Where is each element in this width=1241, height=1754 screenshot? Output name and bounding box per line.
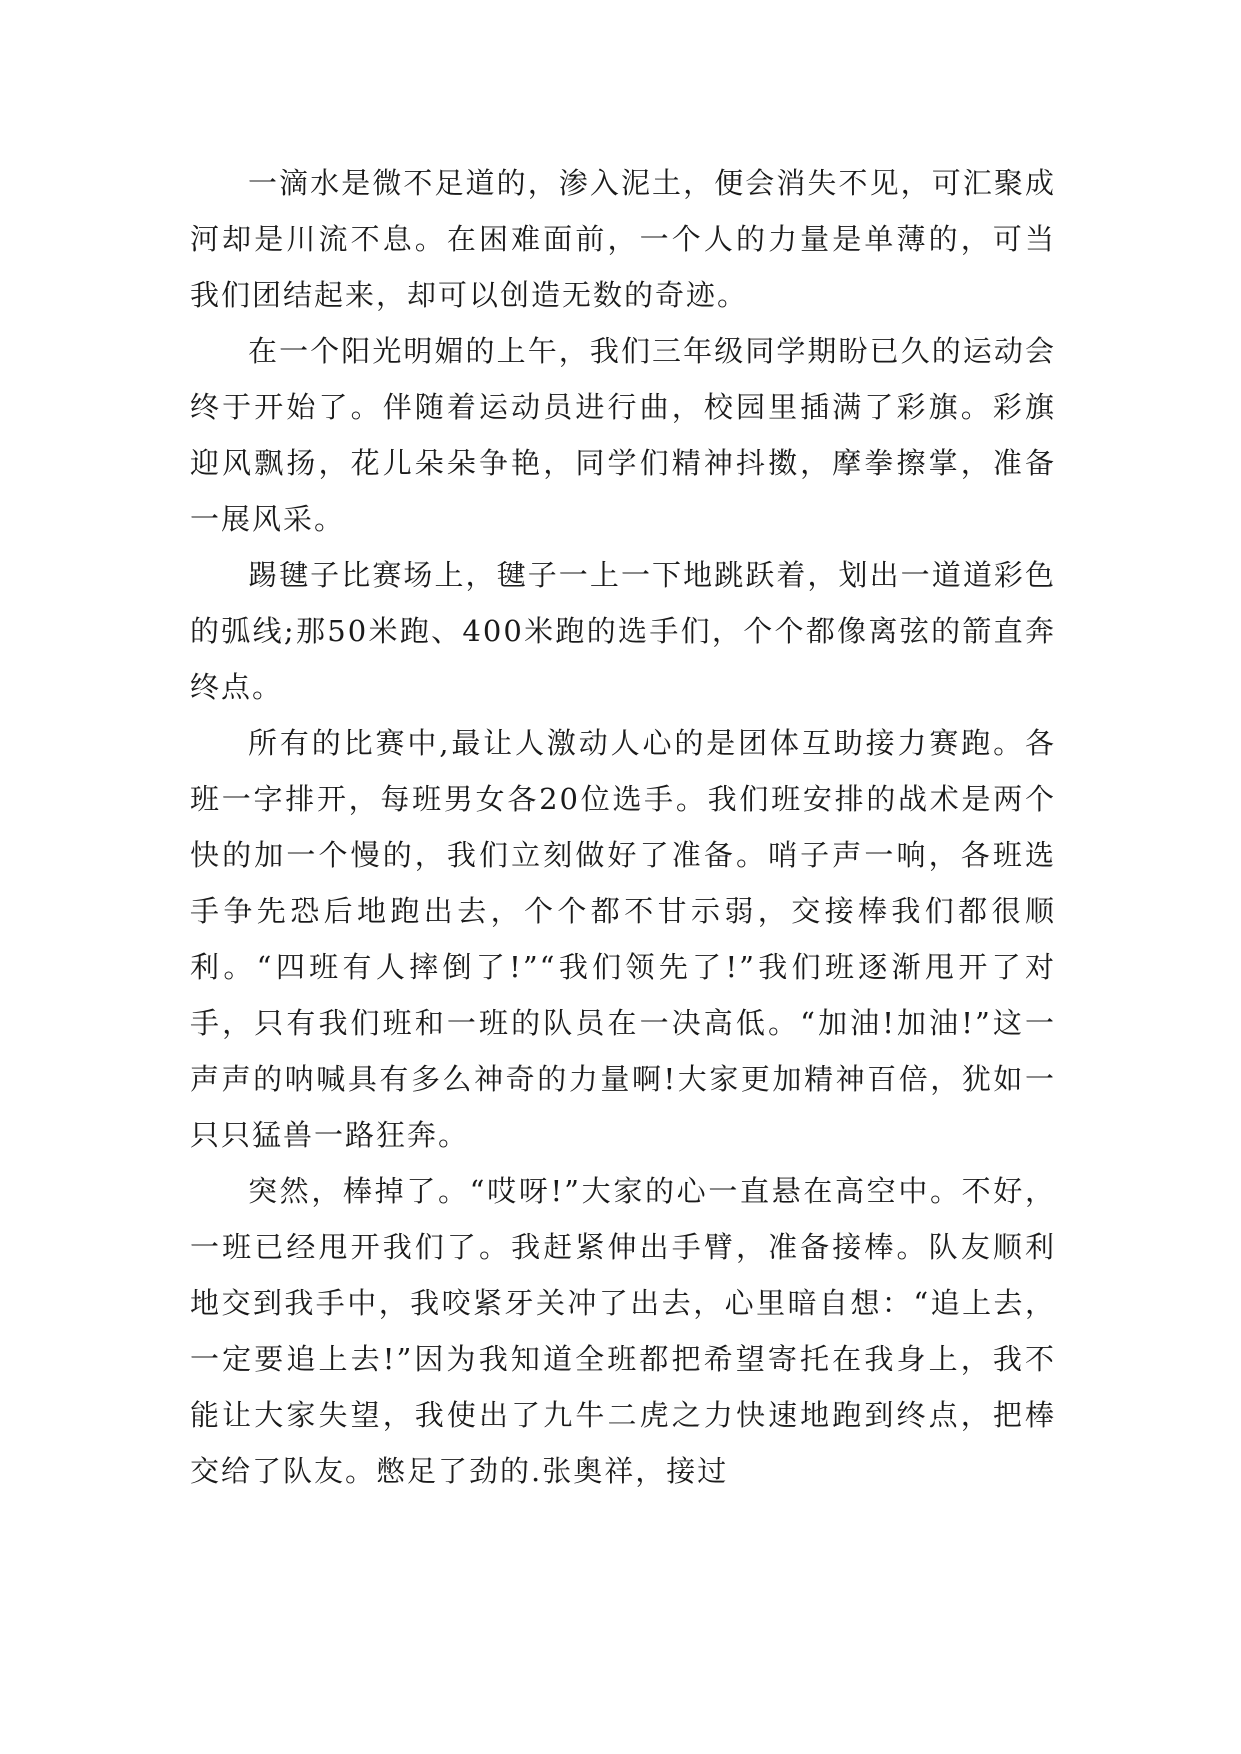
paragraph-3: 踢毽子比赛场上，毽子一上一下地跳跃着，划出一道道彩色的弧线;那50米跑、400米跑的选手们，个个都像离弦的箭直奔终点。 (190, 558, 1056, 704)
paragraph-4: 所有的比赛中,最让人激动人心的是团体互助接力赛跑。各班一字排开，每班男女各20位选手。我们班安排的战术是两个快的加一个慢的，我们立刻做好了准备。哨子声一响，各班选手争先恐后地跑出去，个个都不甘示弱，交接棒我们都很顺利。“四班有人摔倒了!”“我们领先了!”我们班逐渐甩开了对手，只有我们班和一班的队员在一决高低。“加油!加油!”这一声声的呐喊具有多么神奇的力量啊!大家更加精神百倍，犹如一只只猛兽一路狂奔。 (190, 726, 1056, 1152)
paragraph-5: 突然，棒掉了。“哎呀!”大家的心一直悬在高空中。不好，一班已经甩开我们了。我赶紧伸出手臂，准备接棒。队友顺利地交到我手中，我咬紧牙关冲了出去，心里暗自想：“追上去，一定要追上去!”因为我知道全班都把希望寄托在我身上，我不能让大家失望，我使出了九牛二虎之力快速地跑到终点，把棒交给了队友。憋足了劲的.张奥祥，接过 (190, 1174, 1056, 1488)
paragraph-2: 在一个阳光明媚的上午，我们三年级同学期盼已久的运动会终于开始了。伴随着运动员进行曲，校园里插满了彩旗。彩旗迎风飘扬，花儿朵朵争艳，同学们精神抖擞，摩拳擦掌，准备一展风采。 (190, 334, 1056, 536)
document-body (190, 155, 1056, 1499)
paragraph-1: 一滴水是微不足道的，渗入泥土，便会消失不见，可汇聚成河却是川流不息。在困难面前，一个人的力量是单薄的，可当我们团结起来，却可以创造无数的奇迹。 (190, 166, 1056, 312)
